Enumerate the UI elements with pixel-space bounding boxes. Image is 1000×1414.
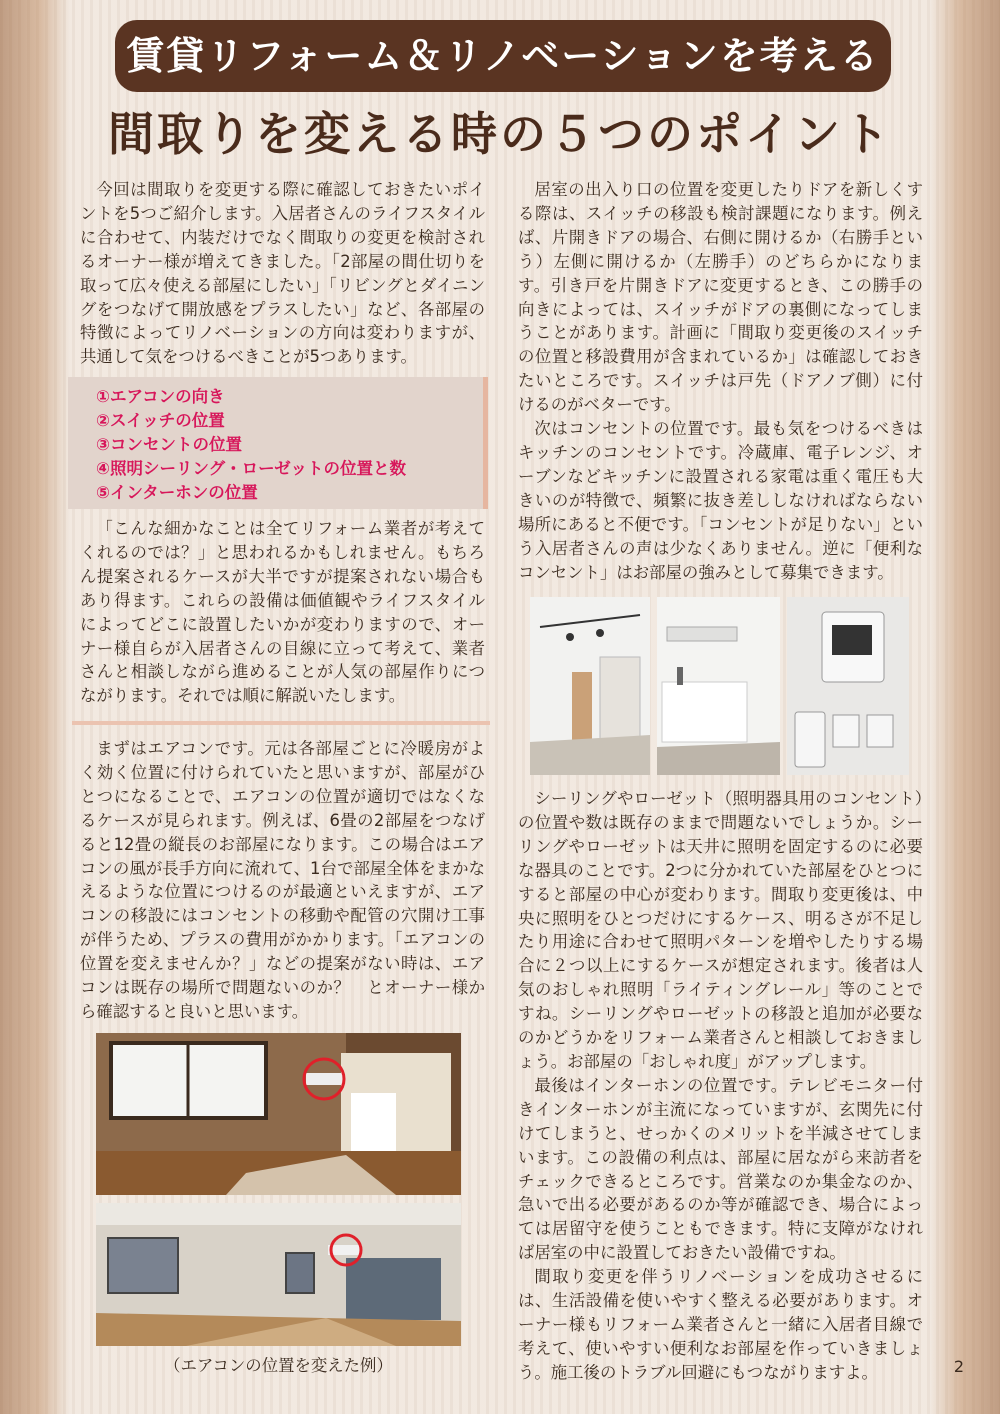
outlet-paragraph: 次はコンセントの位置です。最も気をつけるべきはキッチンのコンセントです。冷蔵庫、電子レンジ、オーブンなどキッチンに設置される家電は重く電圧も大きいのが特徴で、頻繁に抜き差ししなければならない場所にあると不便です。「コンセントが足りない」という入居者さんの声は少なくありません。逆に「便利なコンセント」はお部屋の強みとして募集できます。: [518, 419, 923, 582]
point-item: ⑤インターホンの位置: [96, 483, 258, 502]
page-headline: 間取りを変える時の５つのポイント: [108, 107, 892, 161]
banner-title: 賃貸リフォーム＆リノベーションを考える: [115, 20, 891, 92]
closing-paragraph: 間取り変更を伴うリノベーションを成功させるには、生活設備を使いやすく整える必要があります。オーナー様もリフォーム業者さんと一緒に入居者目線で考えて、使いやすい便利なお部屋を作っていきましょう。施工後のトラブル回避にもつながりますよ。: [518, 1267, 923, 1382]
switch-paragraph: 居室の出入り口の位置を変更したりドアを新しくする際は、スイッチの移設も検討課題になります。例えば、片開きドアの場合、右側に開けるか（右勝手という）左側に開けるか（左勝手）のどちらかになります。引き戸を片開きドアに変更するとき、この勝手の向きによっては、スイッチがドアの裏側になってしまうことがあります。計画に「間取り変更後のスイッチの位置と移設費用が含まれているか」は確認しておきたいところです。スイッチは戸先（ドアノブ側）に付けるのがベターです。: [518, 180, 923, 415]
photo-caption: （エアコンの位置を変えた例）: [164, 1356, 393, 1375]
intro-section: [80, 178, 485, 369]
intro-paragraph: 今回は間取りを変更する際に確認しておきたいポイントを5つご紹介します。入居者さんのライフスタイルに合わせて、内装だけでなく間取りの変更を検討されるオーナー様が増えてきました。「2部屋の間仕切りを取って広々使える部屋にしたい」「リビングとダイニングをつなげて開放感をプラスしたい」など、各部屋の特徴によってリノベーションの方向は変わりますが、共通して気をつけるべきことが5つあります。: [80, 180, 485, 367]
para2-section: [80, 517, 485, 708]
aircon-photo-before: [96, 1033, 461, 1195]
aircon-photo-after: [96, 1203, 461, 1346]
aircon-section: [80, 737, 485, 1024]
point-item: ②スイッチの位置: [96, 411, 225, 430]
page-number: 2: [953, 1357, 964, 1376]
point-item: ④照明シーリング・ローゼットの位置と数: [96, 459, 406, 478]
ceiling-section: [518, 787, 923, 1385]
intercom-photo: [787, 597, 909, 775]
aircon-paragraph: まずはエアコンです。元は各部屋ごとに冷暖房がよく効く位置に付けられていたと思いますが、部屋がひとつになることで、エアコンの位置が適切ではなくなるケースが見られます。例えば、6畳の2部屋をつなげると12畳の縦長のお部屋になります。この場合はエアコンの風が長手方向に流れて、1台で部屋全体をまかなえるような位置につけるのが最適といえますが、エアコンの移設にはコンセントの移動や配管の穴開け工事が伴うため、プラスの費用がかかります。「エアコンの位置を変えませんか？」などの提案がない時は、エアコンは既存の場所で問題ないのか？ とオーナー様から確認すると良いと思います。: [80, 739, 485, 1021]
intercom-paragraph: 最後はインターホンの位置です。テレビモニター付きインターホンが主流になっていますが、玄関先に付けてしまうと、せっかくのメリットを半減させてしまいます。この設備の利点は、部屋に居ながら来訪者をチェックできるところです。営業なのか集金なのか、急いで出る必要があるのか等が確認でき、場合によっては居留守を使うこともできます。特に支障がなければ居室の中に設置しておきたい設備ですね。: [518, 1075, 923, 1263]
point-item: ①エアコンの向き: [96, 387, 225, 406]
ceiling-paragraph: シーリングやローゼット（照明器具用のコンセント）の位置や数は既存のままで問題ないでしょうか。シーリングやローゼットは天井に照明を固定するのに必要な器具のことです。2つに分かれていた部屋をひとつにすると部屋の中心が変わります。間取り変更後は、中央に照明をひとつだけにするケース、明るさが不足したり用途に合わせて照明パターンを増やしたりする場合に２つ以上にするケースが想定されます。後者は人気のおしゃれ照明「ライティングレール」等のことですね。シーリングやローゼットの移設と追加が必要なのかどうかをリフォーム業者さんと相談しておきましょう。お部屋の「おしゃれ度」がアップします。: [518, 789, 923, 1071]
section-divider: [72, 721, 490, 725]
switch-section: [518, 178, 923, 584]
para2-paragraph: 「こんな細かなことは全てリフォーム業者が考えてくれるのでは？」と思われるかもしれません。もちろん提案されるケースが大半ですが提案されない場合もあり得ます。これらの設備は価値観やライフスタイルによってどこに設置したいかが変わりますので、オーナー様自らが入居者さんの目線に立って考えて、業者さんと相談しながら進めることが人気の部屋作りにつながります。それでは順に解説いたします。: [80, 519, 485, 706]
kitchen-photo: [657, 597, 780, 775]
room-photo: [530, 597, 650, 775]
point-item: ③コンセントの位置: [96, 435, 242, 454]
points-box: [68, 377, 488, 509]
